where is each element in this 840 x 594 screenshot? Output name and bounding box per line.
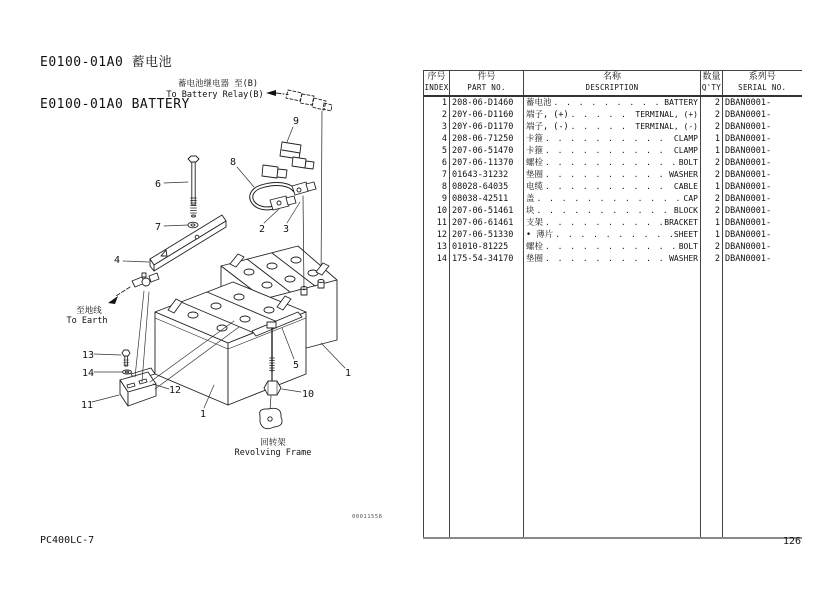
description-en: TERMINAL, (+) xyxy=(635,110,698,119)
cell-description xyxy=(524,229,701,241)
cell-description xyxy=(524,193,701,205)
description-zh: 电缆 xyxy=(526,182,544,192)
cell-description xyxy=(524,217,701,229)
cell-index: 12 xyxy=(424,229,450,241)
part9-cap-assembly xyxy=(262,142,314,178)
cell-index: 6 xyxy=(424,157,450,169)
cell-index: 13 xyxy=(424,241,450,253)
description-zh: 盖 xyxy=(526,194,535,204)
filler-row xyxy=(424,265,802,538)
frame-label-zh: 回转架 xyxy=(260,438,286,448)
cell-qty: 2 xyxy=(701,193,723,205)
description-en: WASHER xyxy=(669,170,698,179)
description-en: CAP xyxy=(683,194,698,203)
col-header-qty: 数量 Q'TY xyxy=(701,71,723,97)
part6-bolt xyxy=(188,156,199,217)
earth-terminal xyxy=(108,273,159,304)
description-zh: 端子, (-) xyxy=(526,122,569,132)
cell-part-no: 208-06-D1460 xyxy=(450,96,524,109)
cell-description xyxy=(524,181,701,193)
cell-index: 14 xyxy=(424,253,450,265)
description-zh: 块 xyxy=(526,206,535,216)
footer-page-number: 126 xyxy=(782,536,801,547)
table-row xyxy=(424,109,802,121)
callout-13: 13 xyxy=(81,350,95,361)
parts-diagram xyxy=(30,60,430,460)
cell-index: 9 xyxy=(424,193,450,205)
cell-part-no: 20Y-06-D1170 xyxy=(450,121,524,133)
cell-part-no: 207-06-61461 xyxy=(450,217,524,229)
table-row xyxy=(424,169,802,181)
cell-serial: DBAN0001- xyxy=(725,158,772,168)
cell-qty: 2 xyxy=(701,157,723,169)
col-header-serial: 系列号 SERIAL NO. xyxy=(723,71,802,97)
cell-description xyxy=(524,96,701,109)
description-zh: 蓄电池 xyxy=(526,98,552,108)
part13-bolt xyxy=(122,350,130,356)
cell-part-no: 08028-64035 xyxy=(450,181,524,193)
description-en: BOLT xyxy=(678,158,698,167)
table-row xyxy=(424,145,802,157)
parts-table-filler xyxy=(424,265,802,538)
dot-leader xyxy=(571,109,634,121)
page-title-en: E0100-01A0 BATTERY xyxy=(40,97,190,112)
cell-serial: DBAN0001- xyxy=(725,98,772,108)
parts-table xyxy=(423,70,802,539)
callout-1-front: 1 xyxy=(199,409,207,420)
cell-index: 3 xyxy=(424,121,450,133)
cell-index: 4 xyxy=(424,133,450,145)
earth-label-en: To Earth xyxy=(66,316,108,326)
parts-table-header xyxy=(424,71,802,97)
revolving-frame-cutout xyxy=(260,396,282,429)
cell-description xyxy=(524,121,701,133)
cell-serial: DBAN0001- xyxy=(725,242,772,252)
part4-clamp-bar xyxy=(150,215,226,271)
part7-washer xyxy=(188,222,198,228)
cell-qty: 2 xyxy=(701,109,723,121)
description-zh: • 薄片 xyxy=(526,230,554,240)
table-row xyxy=(424,193,802,205)
description-zh: 支架 xyxy=(526,218,544,228)
description-zh: 卡箍 xyxy=(526,146,544,156)
table-row xyxy=(424,96,802,109)
cell-serial: DBAN0001- xyxy=(725,134,772,144)
table-row xyxy=(424,217,802,229)
callout-12: 12 xyxy=(168,385,182,396)
table-row xyxy=(424,241,802,253)
description-en: SHEET xyxy=(673,230,698,239)
callout-14: 14 xyxy=(81,368,95,379)
cell-description xyxy=(524,241,701,253)
description-en: CLAMP xyxy=(673,134,698,143)
cell-serial: DBAN0001- xyxy=(725,206,772,216)
cell-description xyxy=(524,109,701,121)
cell-qty: 2 xyxy=(701,121,723,133)
cell-qty: 1 xyxy=(701,133,723,145)
cell-description xyxy=(524,157,701,169)
table-row xyxy=(424,181,802,193)
cell-qty: 1 xyxy=(701,229,723,241)
description-en: WASHER xyxy=(669,254,698,263)
cell-index: 7 xyxy=(424,169,450,181)
cell-serial: DBAN0001- xyxy=(725,122,772,132)
dot-leader xyxy=(545,253,667,265)
footer-model: PC400LC-7 xyxy=(40,535,95,546)
figure-number: 00011558 xyxy=(352,514,383,520)
cell-qty: 2 xyxy=(701,253,723,265)
description-zh: 螺栓 xyxy=(526,242,544,252)
cell-index: 8 xyxy=(424,181,450,193)
dot-leader xyxy=(537,193,682,205)
description-en: BRACKET xyxy=(664,218,698,227)
callout-10: 10 xyxy=(301,389,315,400)
cell-qty: 1 xyxy=(701,217,723,229)
dot-leader xyxy=(545,181,672,193)
description-en: BLOCK xyxy=(673,206,698,215)
dot-leader xyxy=(555,229,672,241)
description-en: BOLT xyxy=(678,242,698,251)
description-zh: 螺栓 xyxy=(526,158,544,168)
callout-8: 8 xyxy=(229,157,237,168)
cell-qty: 2 xyxy=(701,96,723,109)
dot-leader xyxy=(545,217,662,229)
cell-serial: DBAN0001- xyxy=(725,194,772,204)
cell-part-no: 175-54-34170 xyxy=(450,253,524,265)
callout-3: 3 xyxy=(282,224,290,235)
cell-serial: DBAN0001- xyxy=(725,254,772,264)
cell-description xyxy=(524,133,701,145)
cell-description xyxy=(524,205,701,217)
cell-part-no: 20Y-06-D1160 xyxy=(450,109,524,121)
description-en: CLAMP xyxy=(673,146,698,155)
callout-7: 7 xyxy=(154,222,162,233)
cell-serial: DBAN0001- xyxy=(725,170,772,180)
cell-index: 2 xyxy=(424,109,450,121)
cell-serial: DBAN0001- xyxy=(725,146,772,156)
description-en: BATTERY xyxy=(664,98,698,107)
table-row xyxy=(424,229,802,241)
description-en: TERMINAL, (-) xyxy=(635,122,698,131)
callout-4: 4 xyxy=(113,255,121,266)
table-row xyxy=(424,133,802,145)
cell-part-no: 01010-81225 xyxy=(450,241,524,253)
table-row xyxy=(424,205,802,217)
cell-index: 1 xyxy=(424,96,450,109)
description-zh: 卡箍 xyxy=(526,134,544,144)
cell-description xyxy=(524,253,701,265)
cell-qty: 2 xyxy=(701,205,723,217)
parts-table-body xyxy=(424,96,802,265)
table-row xyxy=(424,253,802,265)
cell-qty: 1 xyxy=(701,145,723,157)
dot-leader xyxy=(571,121,634,133)
relay-label-zh: 蓄电池继电器 至(B) xyxy=(178,79,258,89)
callout-6: 6 xyxy=(154,179,162,190)
dot-leader xyxy=(554,97,663,109)
cell-serial: DBAN0001- xyxy=(725,182,772,192)
arrow-left-icon xyxy=(108,296,118,304)
arrow-left-icon xyxy=(266,90,276,96)
cell-part-no: 207-06-51470 xyxy=(450,145,524,157)
col-header-part: 件号 PART NO. xyxy=(450,71,524,97)
col-header-index: 序号 INDEX xyxy=(424,71,450,97)
callout-9: 9 xyxy=(292,116,300,127)
cell-index: 5 xyxy=(424,145,450,157)
dot-leader xyxy=(545,157,677,169)
cell-qty: 2 xyxy=(701,241,723,253)
cell-part-no: 207-06-51461 xyxy=(450,205,524,217)
col-header-description: 名称 DESCRIPTION xyxy=(524,71,701,97)
dot-leader xyxy=(545,133,672,145)
callout-5: 5 xyxy=(292,360,300,371)
cell-serial: DBAN0001- xyxy=(725,110,772,120)
cell-serial: DBAN0001- xyxy=(725,230,772,240)
table-row xyxy=(424,121,802,133)
callout-11: 11 xyxy=(80,400,94,411)
dot-leader xyxy=(545,241,677,253)
cell-part-no: 01643-31232 xyxy=(450,169,524,181)
cell-index: 10 xyxy=(424,205,450,217)
cell-qty: 2 xyxy=(701,169,723,181)
table-row xyxy=(424,157,802,169)
dot-leader xyxy=(545,169,667,181)
earth-label-zh: 至地线 xyxy=(76,306,102,316)
callout-2: 2 xyxy=(258,224,266,235)
cell-qty: 1 xyxy=(701,181,723,193)
dot-leader xyxy=(545,145,672,157)
cell-description xyxy=(524,145,701,157)
cell-serial: DBAN0001- xyxy=(725,218,772,228)
cell-part-no: 207-06-51330 xyxy=(450,229,524,241)
cell-part-no: 08038-42511 xyxy=(450,193,524,205)
description-zh: 垫圈 xyxy=(526,254,544,264)
callout-1-back: 1 xyxy=(344,368,352,379)
cell-description xyxy=(524,169,701,181)
bracket-assembly xyxy=(120,350,156,406)
description-zh: 端子, (+) xyxy=(526,110,569,120)
cell-part-no: 208-06-71250 xyxy=(450,133,524,145)
cell-part-no: 207-06-11370 xyxy=(450,157,524,169)
frame-label-en: Revolving Frame xyxy=(234,448,312,458)
description-en: CABLE xyxy=(673,182,698,191)
description-zh: 垫圈 xyxy=(526,170,544,180)
dot-leader xyxy=(537,205,672,217)
cell-index: 11 xyxy=(424,217,450,229)
page-title-zh: E0100-01A0 蓄电池 xyxy=(40,55,173,70)
relay-label-en: To Battery Relay(B) xyxy=(166,90,264,100)
